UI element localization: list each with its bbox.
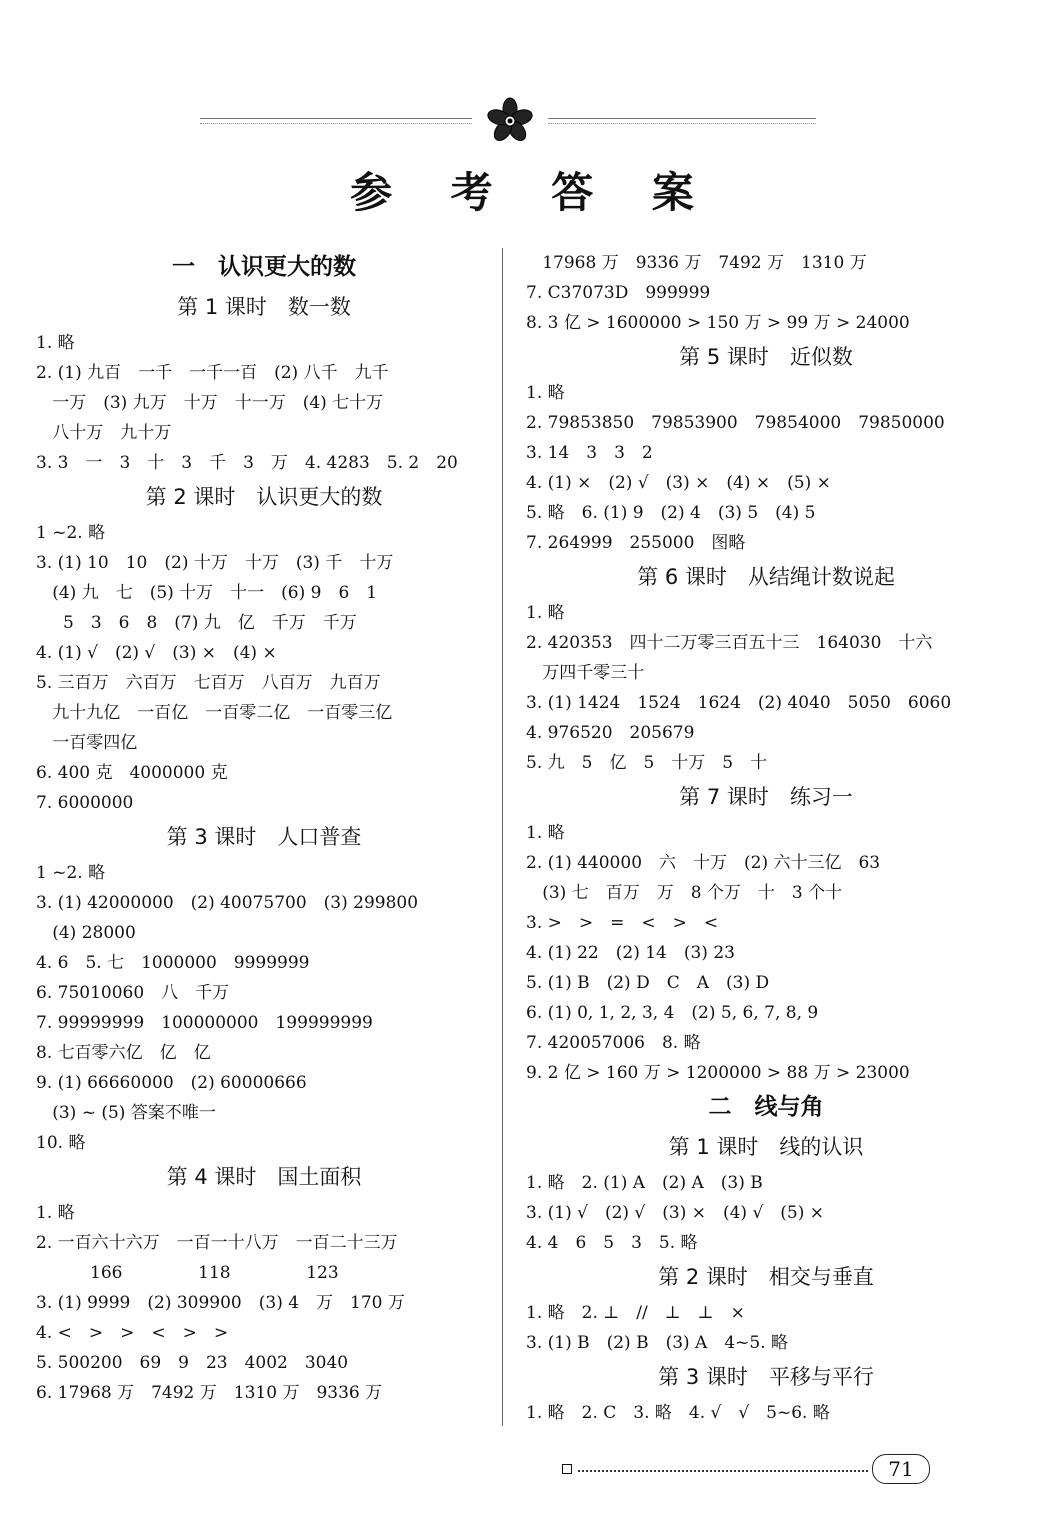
answer-line: 1. 略 2. ⊥ // ⊥ ⊥ × <box>526 1303 745 1323</box>
unit-heading: 一 认识更大的数 <box>172 254 356 280</box>
lesson-heading: 第 3 课时 人口普查 <box>166 825 362 849</box>
answer-line: 7. 420057006 8. 略 <box>526 1033 701 1053</box>
lesson-heading: 第 6 课时 从结绳计数说起 <box>637 565 895 589</box>
answer-line: 九十九亿 一百亿 一百零二亿 一百零三亿 <box>36 703 393 723</box>
answer-line: 1. 略 <box>36 1203 75 1223</box>
answer-line: 9. (1) 66660000 (2) 60000666 <box>36 1073 307 1093</box>
answer-line: 1. 略 2. (1) A (2) A (3) B <box>526 1173 763 1193</box>
header-decoration <box>0 96 1044 146</box>
footer-dotted-line <box>578 1470 868 1472</box>
answer-line: (4) 九 七 (5) 十万 十一 (6) 9 6 1 <box>36 583 378 603</box>
answer-line: 2. (1) 440000 六 十万 (2) 六十三亿 63 <box>526 853 881 873</box>
answer-line: 5. 三百万 六百万 七百万 八百万 九百万 <box>36 673 381 693</box>
decorative-line-right <box>548 118 816 124</box>
answer-line: 4. 976520 205679 <box>526 723 695 743</box>
answer-line: (4) 28000 <box>36 923 136 943</box>
lesson-heading: 第 5 课时 近似数 <box>679 345 853 369</box>
answer-line: 3. (1) 10 10 (2) 十万 十万 (3) 千 十万 <box>36 553 394 573</box>
answer-line: 8. 七百零六亿 亿 亿 <box>36 1043 211 1063</box>
answer-line: 一百零四亿 <box>36 733 138 753</box>
answer-line: 7. 99999999 100000000 199999999 <box>36 1013 373 1033</box>
answer-line: 10. 略 <box>36 1133 86 1153</box>
answer-line: 7. 264999 255000 图略 <box>526 533 746 553</box>
lesson-heading: 第 7 课时 练习一 <box>679 785 853 809</box>
answer-line: 3. (1) B (2) B (3) A 4~5. 略 <box>526 1333 789 1353</box>
answer-line: 1. 略 <box>36 333 75 353</box>
answer-line: 5. 九 5 亿 5 十万 5 十 <box>526 753 768 773</box>
answer-line: 2. (1) 九百 一千 一千一百 (2) 八千 九千 <box>36 363 389 383</box>
answer-line: 2. 一百六十六万 一百一十八万 一百二十三万 <box>36 1233 398 1253</box>
answer-line: 2. 79853850 79853900 79854000 79850000 <box>526 413 945 433</box>
answer-line: 9. 2 亿 > 160 万 > 1200000 > 88 万 > 23000 <box>526 1063 910 1083</box>
answer-line: 4. (1) √ (2) √ (3) × (4) × <box>36 643 277 663</box>
lesson-heading: 第 2 课时 认识更大的数 <box>145 485 383 509</box>
answer-line: 1. 略 <box>526 823 565 843</box>
flower-icon <box>484 96 536 146</box>
answer-line: 4. < > > < > > <box>36 1323 229 1343</box>
answer-line: 3. 14 3 3 2 <box>526 443 653 463</box>
answer-line: 4. 6 5. 七 1000000 9999999 <box>36 953 310 973</box>
lesson-heading: 第 2 课时 相交与垂直 <box>658 1265 874 1289</box>
answer-line: 万四千零三十 <box>526 663 645 683</box>
lesson-heading: 第 1 课时 线的认识 <box>668 1135 864 1159</box>
decorative-line-left <box>200 118 472 124</box>
answer-line: 5 3 6 8 (7) 九 亿 千万 千万 <box>36 613 357 633</box>
answer-line: 3. (1) √ (2) √ (3) × (4) √ (5) × <box>526 1203 825 1223</box>
column-divider <box>502 248 503 1426</box>
lesson-heading: 第 4 课时 国土面积 <box>166 1165 362 1189</box>
answer-line: (3) 七 百万 万 8 个万 十 3 个十 <box>526 883 843 903</box>
answer-line: 17968 万 9336 万 7492 万 1310 万 <box>526 253 867 273</box>
page-title: 参 考 答 案 <box>350 168 716 217</box>
answer-line: 3. (1) 42000000 (2) 40075700 (3) 299800 <box>36 893 419 913</box>
answer-line: 6. 17968 万 7492 万 1310 万 9336 万 <box>36 1383 383 1403</box>
answer-line: 166 118 123 <box>36 1263 339 1283</box>
answer-line: 3. 3 一 3 十 3 千 3 万 4. 4283 5. 2 20 <box>36 453 458 473</box>
answer-line: 6. 75010060 八 千万 <box>36 983 230 1003</box>
lesson-heading: 第 1 课时 数一数 <box>177 295 351 319</box>
answer-line: 7. 6000000 <box>36 793 134 813</box>
answer-line: 2. 420353 四十二万零三百五十三 164030 十六 <box>526 633 933 653</box>
footer-square-icon <box>562 1464 572 1474</box>
page-footer <box>560 1454 980 1490</box>
answer-line: 1 ~2. 略 <box>36 863 106 883</box>
answer-line: 6. (1) 0, 1, 2, 3, 4 (2) 5, 6, 7, 8, 9 <box>526 1003 819 1023</box>
answer-line: 一万 (3) 九万 十万 十一万 (4) 七十万 <box>36 393 384 413</box>
answer-line: 5. (1) B (2) D C A (3) D <box>526 973 770 993</box>
answer-line: 1. 略 <box>526 383 565 403</box>
answer-line: 5. 略 6. (1) 9 (2) 4 (3) 5 (4) 5 <box>526 503 816 523</box>
answer-line: 1. 略 2. C 3. 略 4. √ √ 5~6. 略 <box>526 1403 830 1423</box>
answer-line: 1. 略 <box>526 603 565 623</box>
answer-line: 1 ~2. 略 <box>36 523 106 543</box>
answer-line: 3. (1) 9999 (2) 309900 (3) 4 万 170 万 <box>36 1293 405 1313</box>
answer-line: 4. (1) 22 (2) 14 (3) 23 <box>526 943 735 963</box>
answer-line: 八十万 九十万 <box>36 423 172 443</box>
answer-line: 8. 3 亿 > 1600000 > 150 万 > 99 万 > 24000 <box>526 313 910 333</box>
answer-line: 3. > > = < > < <box>526 913 719 933</box>
answer-line: 4. 4 6 5 3 5. 略 <box>526 1233 698 1253</box>
answer-line: 7. C37073D 999999 <box>526 283 711 303</box>
answer-line: 5. 500200 69 9 23 4002 3040 <box>36 1353 349 1373</box>
answer-line: 6. 400 克 4000000 克 <box>36 763 228 783</box>
answer-line: 3. (1) 1424 1524 1624 (2) 4040 5050 6060 <box>526 693 952 713</box>
lesson-heading: 第 3 课时 平移与平行 <box>658 1365 874 1389</box>
answer-line: (3) ~ (5) 答案不唯一 <box>36 1103 216 1123</box>
answer-line: 4. (1) × (2) √ (3) × (4) × (5) × <box>526 473 831 493</box>
unit-heading: 二 线与角 <box>708 1094 824 1120</box>
page-number: 71 <box>872 1454 930 1484</box>
